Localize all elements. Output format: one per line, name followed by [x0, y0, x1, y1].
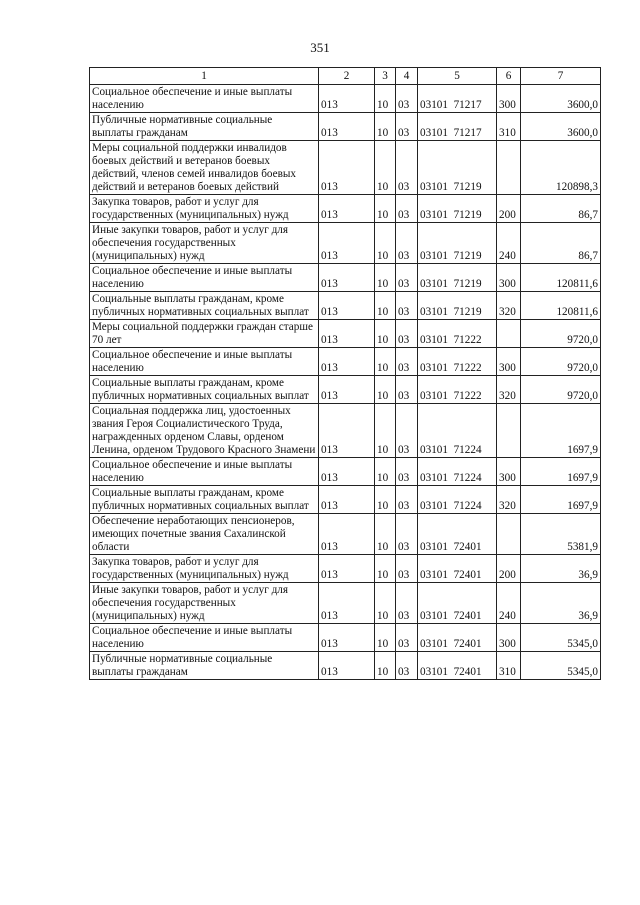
row-target-cell: 03101 71224 [418, 458, 497, 486]
table-row [90, 404, 601, 458]
row-sum-cell: 5345,0 [521, 624, 601, 652]
row-type-cell: 300 [497, 85, 521, 113]
row-target-cell: 03101 72401 [418, 514, 497, 555]
row-target-cell: 03101 71224 [418, 404, 497, 458]
row-target-cell: 03101 71217 [418, 113, 497, 141]
row-name-cell: Социальное обеспечение и иные выплаты населению [90, 458, 319, 486]
row-section-cell: 10 [375, 652, 396, 680]
column-header: 5 [418, 68, 497, 85]
row-type-cell: 310 [497, 113, 521, 141]
row-type-cell: 320 [497, 376, 521, 404]
row-section-cell: 10 [375, 514, 396, 555]
row-type-cell: 320 [497, 486, 521, 514]
row-section-cell: 10 [375, 195, 396, 223]
row-code-cell: 013 [319, 486, 375, 514]
row-name-cell: Публичные нормативные социальные выплаты гражданам [90, 652, 319, 680]
row-section-cell: 10 [375, 458, 396, 486]
row-section-cell: 10 [375, 583, 396, 624]
table-row [90, 555, 601, 583]
row-code-cell: 013 [319, 264, 375, 292]
table-row [90, 514, 601, 555]
row-type-cell [497, 320, 521, 348]
table-row [90, 583, 601, 624]
row-sum-cell: 120898,3 [521, 141, 601, 195]
row-sum-cell: 86,7 [521, 223, 601, 264]
row-name-cell: Социальное обеспечение и иные выплаты населению [90, 348, 319, 376]
column-header: 7 [521, 68, 601, 85]
row-type-cell: 200 [497, 555, 521, 583]
row-name-cell: Социальное обеспечение и иные выплаты населению [90, 264, 319, 292]
row-name-cell: Социальные выплаты гражданам, кроме публичных нормативных социальных выплат [90, 376, 319, 404]
row-type-cell: 240 [497, 223, 521, 264]
row-subsection-cell: 03 [396, 264, 418, 292]
row-subsection-cell: 03 [396, 320, 418, 348]
row-name-cell: Иные закупки товаров, работ и услуг для обеспечения государственных (муниципальных) нужд [90, 223, 319, 264]
row-sum-cell: 3600,0 [521, 85, 601, 113]
row-target-cell: 03101 72401 [418, 555, 497, 583]
page-number: 351 [310, 40, 330, 55]
row-code-cell: 013 [319, 141, 375, 195]
table-row [90, 624, 601, 652]
row-section-cell: 10 [375, 85, 396, 113]
row-code-cell: 013 [319, 320, 375, 348]
row-target-cell: 03101 71222 [418, 320, 497, 348]
table-row [90, 223, 601, 264]
row-name-cell: Социальные выплаты гражданам, кроме публичных нормативных социальных выплат [90, 486, 319, 514]
row-type-cell: 300 [497, 348, 521, 376]
column-header: 1 [90, 68, 319, 85]
table-row [90, 458, 601, 486]
row-sum-cell: 3600,0 [521, 113, 601, 141]
row-type-cell [497, 514, 521, 555]
row-subsection-cell: 03 [396, 555, 418, 583]
row-section-cell: 10 [375, 292, 396, 320]
row-subsection-cell: 03 [396, 486, 418, 514]
row-name-cell: Меры социальной поддержки инвалидов боевых действий и ветеранов боевых действий, членов семей инвалидов боевых действий и ветеранов боевых действий [90, 141, 319, 195]
table-row [90, 652, 601, 680]
row-section-cell: 10 [375, 486, 396, 514]
row-target-cell: 03101 72401 [418, 652, 497, 680]
row-name-cell: Закупка товаров, работ и услуг для государственных (муниципальных) нужд [90, 555, 319, 583]
row-section-cell: 10 [375, 555, 396, 583]
row-code-cell: 013 [319, 652, 375, 680]
table-row [90, 264, 601, 292]
table-row [90, 195, 601, 223]
row-code-cell: 013 [319, 292, 375, 320]
row-subsection-cell: 03 [396, 195, 418, 223]
row-subsection-cell: 03 [396, 85, 418, 113]
row-section-cell: 10 [375, 113, 396, 141]
table-row [90, 348, 601, 376]
row-code-cell: 013 [319, 458, 375, 486]
row-code-cell: 013 [319, 555, 375, 583]
row-sum-cell: 1697,9 [521, 404, 601, 458]
row-target-cell: 03101 71222 [418, 348, 497, 376]
row-section-cell: 10 [375, 320, 396, 348]
row-target-cell: 03101 72401 [418, 624, 497, 652]
column-header: 3 [375, 68, 396, 85]
row-code-cell: 013 [319, 624, 375, 652]
row-subsection-cell: 03 [396, 624, 418, 652]
row-code-cell: 013 [319, 195, 375, 223]
row-sum-cell: 9720,0 [521, 320, 601, 348]
row-type-cell: 300 [497, 458, 521, 486]
row-target-cell: 03101 72401 [418, 583, 497, 624]
row-sum-cell: 36,9 [521, 555, 601, 583]
row-sum-cell: 1697,9 [521, 486, 601, 514]
row-name-cell: Иные закупки товаров, работ и услуг для обеспечения государственных (муниципальных) нужд [90, 583, 319, 624]
row-target-cell: 03101 71224 [418, 486, 497, 514]
row-name-cell: Социальное обеспечение и иные выплаты населению [90, 624, 319, 652]
row-type-cell: 300 [497, 624, 521, 652]
row-subsection-cell: 03 [396, 583, 418, 624]
row-type-cell: 200 [497, 195, 521, 223]
row-code-cell: 013 [319, 85, 375, 113]
row-code-cell: 013 [319, 348, 375, 376]
row-sum-cell: 120811,6 [521, 292, 601, 320]
row-section-cell: 10 [375, 264, 396, 292]
row-sum-cell: 36,9 [521, 583, 601, 624]
row-target-cell: 03101 71219 [418, 223, 497, 264]
row-target-cell: 03101 71222 [418, 376, 497, 404]
table-row [90, 141, 601, 195]
column-header: 2 [319, 68, 375, 85]
row-section-cell: 10 [375, 141, 396, 195]
row-type-cell [497, 141, 521, 195]
row-sum-cell: 120811,6 [521, 264, 601, 292]
row-sum-cell: 1697,9 [521, 458, 601, 486]
row-target-cell: 03101 71219 [418, 141, 497, 195]
row-name-cell: Социальное обеспечение и иные выплаты населению [90, 85, 319, 113]
row-target-cell: 03101 71219 [418, 264, 497, 292]
row-code-cell: 013 [319, 113, 375, 141]
row-name-cell: Меры социальной поддержки граждан старше 70 лет [90, 320, 319, 348]
table-row [90, 292, 601, 320]
row-type-cell [497, 404, 521, 458]
budget-table [89, 67, 601, 680]
column-header: 4 [396, 68, 418, 85]
row-type-cell: 240 [497, 583, 521, 624]
row-section-cell: 10 [375, 404, 396, 458]
row-section-cell: 10 [375, 376, 396, 404]
row-sum-cell: 5381,9 [521, 514, 601, 555]
row-sum-cell: 9720,0 [521, 348, 601, 376]
row-code-cell: 013 [319, 223, 375, 264]
table-row [90, 113, 601, 141]
row-subsection-cell: 03 [396, 652, 418, 680]
row-code-cell: 013 [319, 583, 375, 624]
row-subsection-cell: 03 [396, 292, 418, 320]
column-header: 6 [497, 68, 521, 85]
row-subsection-cell: 03 [396, 404, 418, 458]
row-code-cell: 013 [319, 514, 375, 555]
row-target-cell: 03101 71217 [418, 85, 497, 113]
table-row [90, 320, 601, 348]
row-code-cell: 013 [319, 404, 375, 458]
row-code-cell: 013 [319, 376, 375, 404]
row-type-cell: 310 [497, 652, 521, 680]
row-subsection-cell: 03 [396, 223, 418, 264]
row-subsection-cell: 03 [396, 514, 418, 555]
row-subsection-cell: 03 [396, 376, 418, 404]
row-sum-cell: 9720,0 [521, 376, 601, 404]
row-name-cell: Обеспечение неработающих пенсионеров, имеющих почетные звания Сахалинской области [90, 514, 319, 555]
row-name-cell: Социальные выплаты гражданам, кроме публичных нормативных социальных выплат [90, 292, 319, 320]
row-type-cell: 320 [497, 292, 521, 320]
row-subsection-cell: 03 [396, 458, 418, 486]
row-subsection-cell: 03 [396, 113, 418, 141]
row-subsection-cell: 03 [396, 348, 418, 376]
row-subsection-cell: 03 [396, 141, 418, 195]
row-section-cell: 10 [375, 348, 396, 376]
row-section-cell: 10 [375, 223, 396, 264]
row-name-cell: Социальная поддержка лиц, удостоенных звания Героя Социалистического Труда, награжденных орденом Славы, орденом Ленина, орденом Трудового Красного Знамени [90, 404, 319, 458]
row-section-cell: 10 [375, 624, 396, 652]
row-type-cell: 300 [497, 264, 521, 292]
table-row [90, 85, 601, 113]
row-name-cell: Публичные нормативные социальные выплаты гражданам [90, 113, 319, 141]
table-row [90, 376, 601, 404]
row-sum-cell: 86,7 [521, 195, 601, 223]
row-target-cell: 03101 71219 [418, 195, 497, 223]
header-row [90, 68, 601, 85]
row-target-cell: 03101 71219 [418, 292, 497, 320]
table-row [90, 486, 601, 514]
row-name-cell: Закупка товаров, работ и услуг для государственных (муниципальных) нужд [90, 195, 319, 223]
row-sum-cell: 5345,0 [521, 652, 601, 680]
